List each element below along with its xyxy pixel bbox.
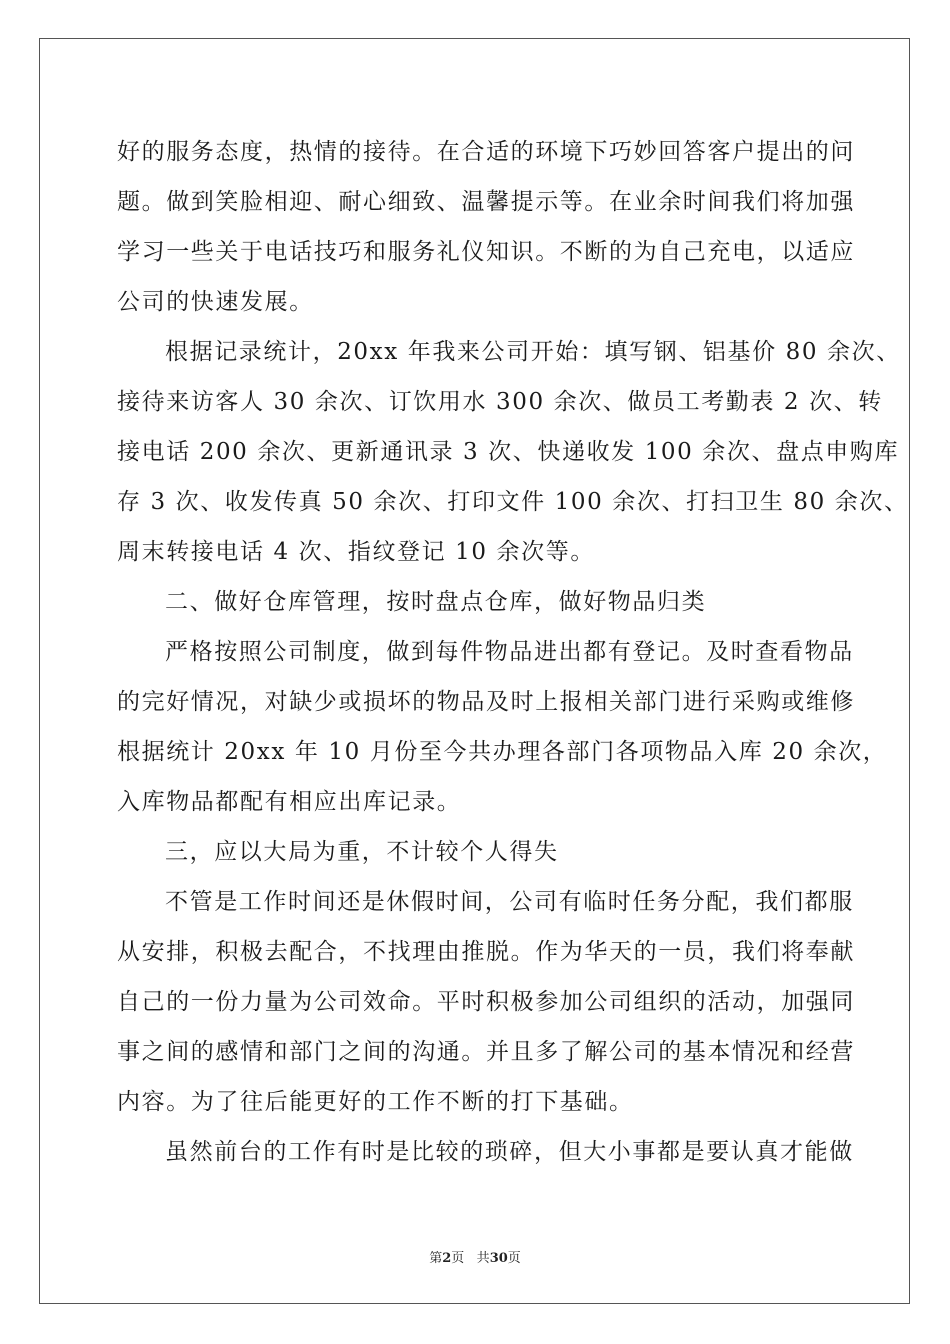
document-body: [117, 127, 909, 1177]
page-number: 2: [442, 1251, 452, 1266]
text-line: 题。做到笑脸相迎、耐心细致、温馨提示等。在业余时间我们将加强: [117, 189, 855, 215]
text-line: 周末转接电话 4 次、指纹登记 10 余次等。: [117, 539, 595, 565]
page-footer: [0, 1247, 950, 1266]
text-line: 根据统计 20xx 年 10 月份至今共办理各部门各项物品入库 20 余次，: [117, 739, 888, 765]
text-line: 内容。为了往后能更好的工作不断的打下基础。: [117, 1089, 634, 1115]
paragraph-start-line: 虽然前台的工作有时是比较的琐碎，但大小事都是要认真才能做: [165, 1139, 854, 1165]
total-suffix: 页: [507, 1251, 521, 1266]
text-line: 入库物品都配有相应出库记录。: [117, 789, 462, 815]
text-line: 接待来访客人 30 余次、订饮用水 300 余次、做员工考勤表 2 次、转: [117, 389, 883, 415]
page-suffix: 页: [451, 1251, 465, 1266]
text-line: 学习一些关于电话技巧和服务礼仪知识。不断的为自己充电，以适应: [117, 239, 855, 265]
text-line: 从安排，积极去配合，不找理由推脱。作为华天的一员，我们将奉献: [117, 939, 855, 965]
text-line: 好的服务态度，热情的接待。在合适的环境下巧妙回答客户提出的问: [117, 139, 855, 165]
text-line: 自己的一份力量为公司效命。平时积极参加公司组织的活动，加强同: [117, 989, 855, 1015]
text-line: 事之间的感情和部门之间的沟通。并且多了解公司的基本情况和经营: [117, 1039, 855, 1065]
paragraph-start-line: 严格按照公司制度，做到每件物品进出都有登记。及时查看物品: [165, 639, 854, 665]
text-line: 存 3 次、收发传真 50 余次、打印文件 100 余次、打扫卫生 80 余次、: [117, 489, 909, 515]
paragraph-start-line: 不管是工作时间还是休假时间，公司有临时任务分配，我们都服: [165, 889, 854, 915]
page-prefix: 第: [429, 1251, 443, 1266]
text-line: 的完好情况，对缺少或损坏的物品及时上报相关部门进行采购或维修: [117, 689, 855, 715]
section-heading: 三，应以大局为重，不计较个人得失: [165, 839, 559, 865]
text-line: 接电话 200 余次、更新通讯录 3 次、快递收发 100 余次、盘点申购库: [117, 439, 900, 465]
text-line: 公司的快速发展。: [117, 289, 314, 315]
total-pages: 30: [489, 1251, 508, 1266]
section-heading: 二、做好仓库管理，按时盘点仓库，做好物品归类: [165, 589, 707, 615]
paragraph-start-line: 根据记录统计，20xx 年我来公司开始：填写钢、铝基价 80 余次、: [165, 339, 901, 365]
total-prefix: 共: [476, 1251, 490, 1266]
